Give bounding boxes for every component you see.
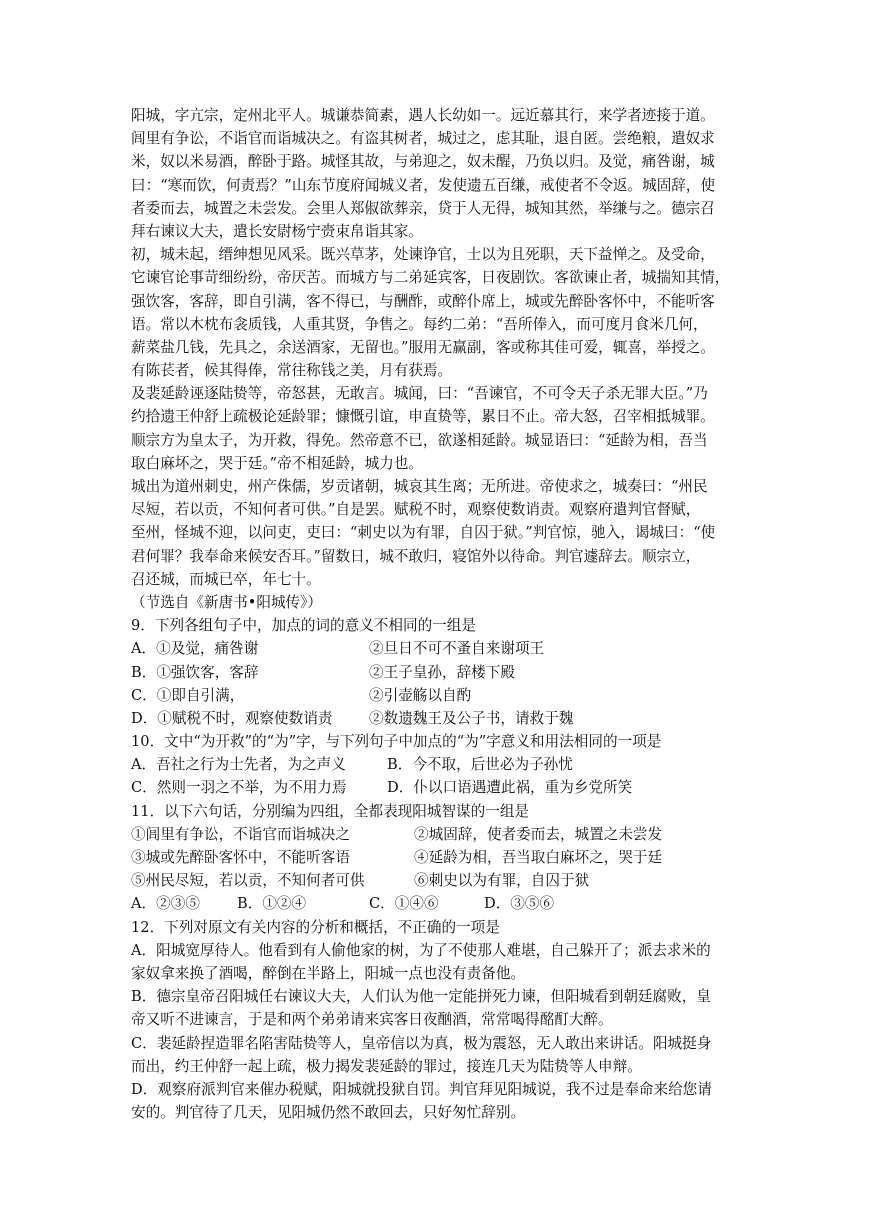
option-b-text: ②王子皇孙，辞楼下殿 [369,663,515,681]
option-b-text: ②数遗魏王及公子书，请救于魏 [369,709,574,727]
statement-row [131,869,746,892]
option-text: 帝又听不进谏言，于是和两个弟弟请来宾客日夜酗酒，常常喝得酩酊大醉。 [131,1011,613,1029]
text-line: 薪菜盐几钱，先具之，余送酒家，无留也。”服用无赢副，客或称其佳可爱，辄喜，举授之。 [131,338,715,356]
text-line: 尽短，若以贡，不知何者可供。”自是罢。赋税不时，观察使数诮责。观察府遣判官督赋， [131,501,701,519]
option-text: C．裴延龄捏造罪名陷害陆贽等人，皇帝信以为真，极为震怒，无人敢出来讲话。阳城挺身 [131,1034,712,1052]
option-a-text: B．①强饮客，客辞 [131,663,259,681]
option-text: 安的。判官待了几天，见阳城仍然不敢回去，只好匆忙辞别。 [131,1104,526,1122]
text-line: 城出为道州刺史，州产侏儒，岁贡诸朝，城哀其生离；无所进。帝使求之，城奏曰：“州民 [131,478,708,495]
passage-paragraph-2 [131,243,746,382]
question-10 [131,730,746,800]
text-line: 君何罪？我奉命来候安否耳。”留数日，城不敢归，寝馆外以待命。判官遽辞去。顺宗立， [131,547,701,565]
text-line: 召还城，而城已卒，年七十。 [131,570,321,588]
text-line: 者委而去，城置之未尝发。会里人郑俶欲葬亲，贷于人无得，城知其然，举缣与之。德宗召 [131,199,715,217]
text-line: 它谏官论事苛细纷纷，帝厌苦。而城方与二弟延宾客，日夜剧饮。客欲谏止者，城揣知其情， [131,269,730,287]
question-stem: 10．文中“为开救”的“为”字，与下列句子中加点的“为”字意义和用法相同的一项是 [131,733,662,751]
statement-text: ③城或先醉卧客怀中，不能听客语 [131,849,350,866]
option-b-text: ②引壶觞以自酌 [369,686,472,704]
text-line: 取白麻坏之，哭于廷。”帝不相延龄，城力也。 [131,454,424,472]
text-line: 语。常以木枕布衾质钱，人重其贤，争售之。每约二弟：“吾所俸入，而可度月食米几何， [131,315,708,333]
statement-row [131,823,746,846]
page-content [131,104,746,1124]
choice-a: A．②③⑤ [131,895,200,913]
statement-row [131,846,746,869]
question-9 [131,614,746,730]
option-text: D．观察府派判官来催办税赋，阳城就投狱自罚。判官拜见阳城说，我不过是奉命来给您请 [131,1080,712,1098]
option-text: C．然则一羽之不举，为不用力焉 [131,779,347,797]
option-row [131,707,746,730]
text-line: 顺宗方为皇太子，为开救，得免。然帝意不已，欲遂相延龄。城显语曰：“延龄为相，吾当 [131,431,708,449]
option-a-text: C．①即自引满， [131,686,245,704]
statement-text: ⑤州民尽短，若以贡，不知何者可供 [131,872,365,890]
passage-paragraph-1 [131,104,746,243]
choice-c: C．①④⑥ [369,895,439,913]
option-text: 家奴拿来换了酒喝，醉倒在半路上，阳城一点也没有责备他。 [131,964,526,982]
option-b-text: ②旦日不可不蚤自来谢项王 [369,640,545,658]
text-line: 阳城，字亢宗，定州北平人。城谦恭简素，遇人长幼如一。远近慕其行，来学者迹接于道。 [131,107,715,124]
passage-paragraph-3 [131,382,746,475]
text-line: 米，奴以米易酒，醉卧于路。城怪其故，与弟迎之，奴未醒，乃负以归。及觉，痛咎谢，城 [131,153,715,171]
option-a-text: D．①赋税不时，观察使数诮责 [131,709,333,727]
question-12 [131,916,746,1125]
statement-text: ②城固辞，使者委而去，城置之未尝发 [414,825,663,843]
passage-paragraph-4 [131,475,746,591]
choice-b: B．①②④ [237,895,307,913]
option-row [131,661,746,684]
text-line: 闾里有争讼，不诣官而诣城决之。有盗其树者，城过之，虑其耻，退自匿。尝绝粮，遣奴求 [131,130,715,148]
option-text: 而出，约王仲舒一起上疏，极力揭发裴延龄的罪过，接连几天为陆贽等人申辩。 [131,1057,642,1075]
option-row [131,637,746,660]
choice-row [131,892,746,915]
option-row [131,776,746,799]
option-row [131,684,746,707]
statement-text: ④延龄为相，吾当取白麻坏之，哭于廷 [414,849,663,866]
choice-d: D．③⑤⑥ [484,895,555,913]
text-line: 拜右谏议大夫，遣长安尉杨宁赍束帛诣其家。 [131,222,423,240]
passage-source: （节选自《新唐书•阳城传》） [131,593,323,611]
option-row [131,753,746,776]
text-line: 初，城未起，缙绅想见风采。既兴草茅，处谏诤官，士以为且死职，天下益惮之。及受命， [131,246,715,264]
text-line: 至州，怪城不迎，以问吏，吏曰：“刺史以为有罪，自囚于狱。”判官惊，驰入，谒城曰：“使 [131,524,716,542]
text-line: 强饮客，客辞，即自引满，客不得已，与酬酢，或醉仆席上，城或先醉卧客怀中，不能听客 [131,292,715,310]
question-stem: 9．下列各组句子中，加点的词的意义不相同的一组是 [131,617,476,635]
statement-text: ⑥刺史以为有罪，自囚于狱 [414,872,590,890]
option-text: A．阳城宽厚待人。他看到有人偷他家的树，为了不使那人难堪，自己躲开了；派去求米的 [131,941,711,959]
option-text: B．德宗皇帝召阳城任右谏议大夫，人们认为他一定能拼死力谏，但阳城看到朝廷腐败，皇 [131,988,711,1006]
text-line: 及裴延龄诬逐陆贽等，帝怒甚，无敢言。城闻，曰：“吾谏官，不可令天子杀无罪大臣。”乃 [131,385,708,403]
text-line: 有陈苌者，候其得俸，常往称钱之美，月有获焉。 [131,362,453,380]
option-text: D．仆以口语遇遭此祸，重为乡党所笑 [387,779,633,797]
question-stem: 11．以下六句话，分别编为四组，全都表现阳城智谋的一组是 [131,802,530,820]
option-text: A．吾社之行为士先者，为之声义 [131,756,346,774]
question-11 [131,800,746,916]
statement-text: ①闾里有争讼，不诣官而诣城决之 [131,825,350,843]
text-line: 曰：“寒而饮，何责焉？”山东节度府闻城义者，发使遗五百缣，戒使者不令返。城固辞，使 [131,176,716,194]
option-a-text: A．①及觉，痛咎谢 [131,640,259,658]
text-line: 约拾遗王仲舒上疏极论延龄罪；慷慨引谊，申直贽等，累日不止。帝大怒，召宰相抵城罪。 [131,408,715,426]
option-text: B．今不取，后世必为子孙忧 [387,756,573,774]
question-stem: 12．下列对原文有关内容的分析和概括，不正确的一项是 [131,918,500,936]
